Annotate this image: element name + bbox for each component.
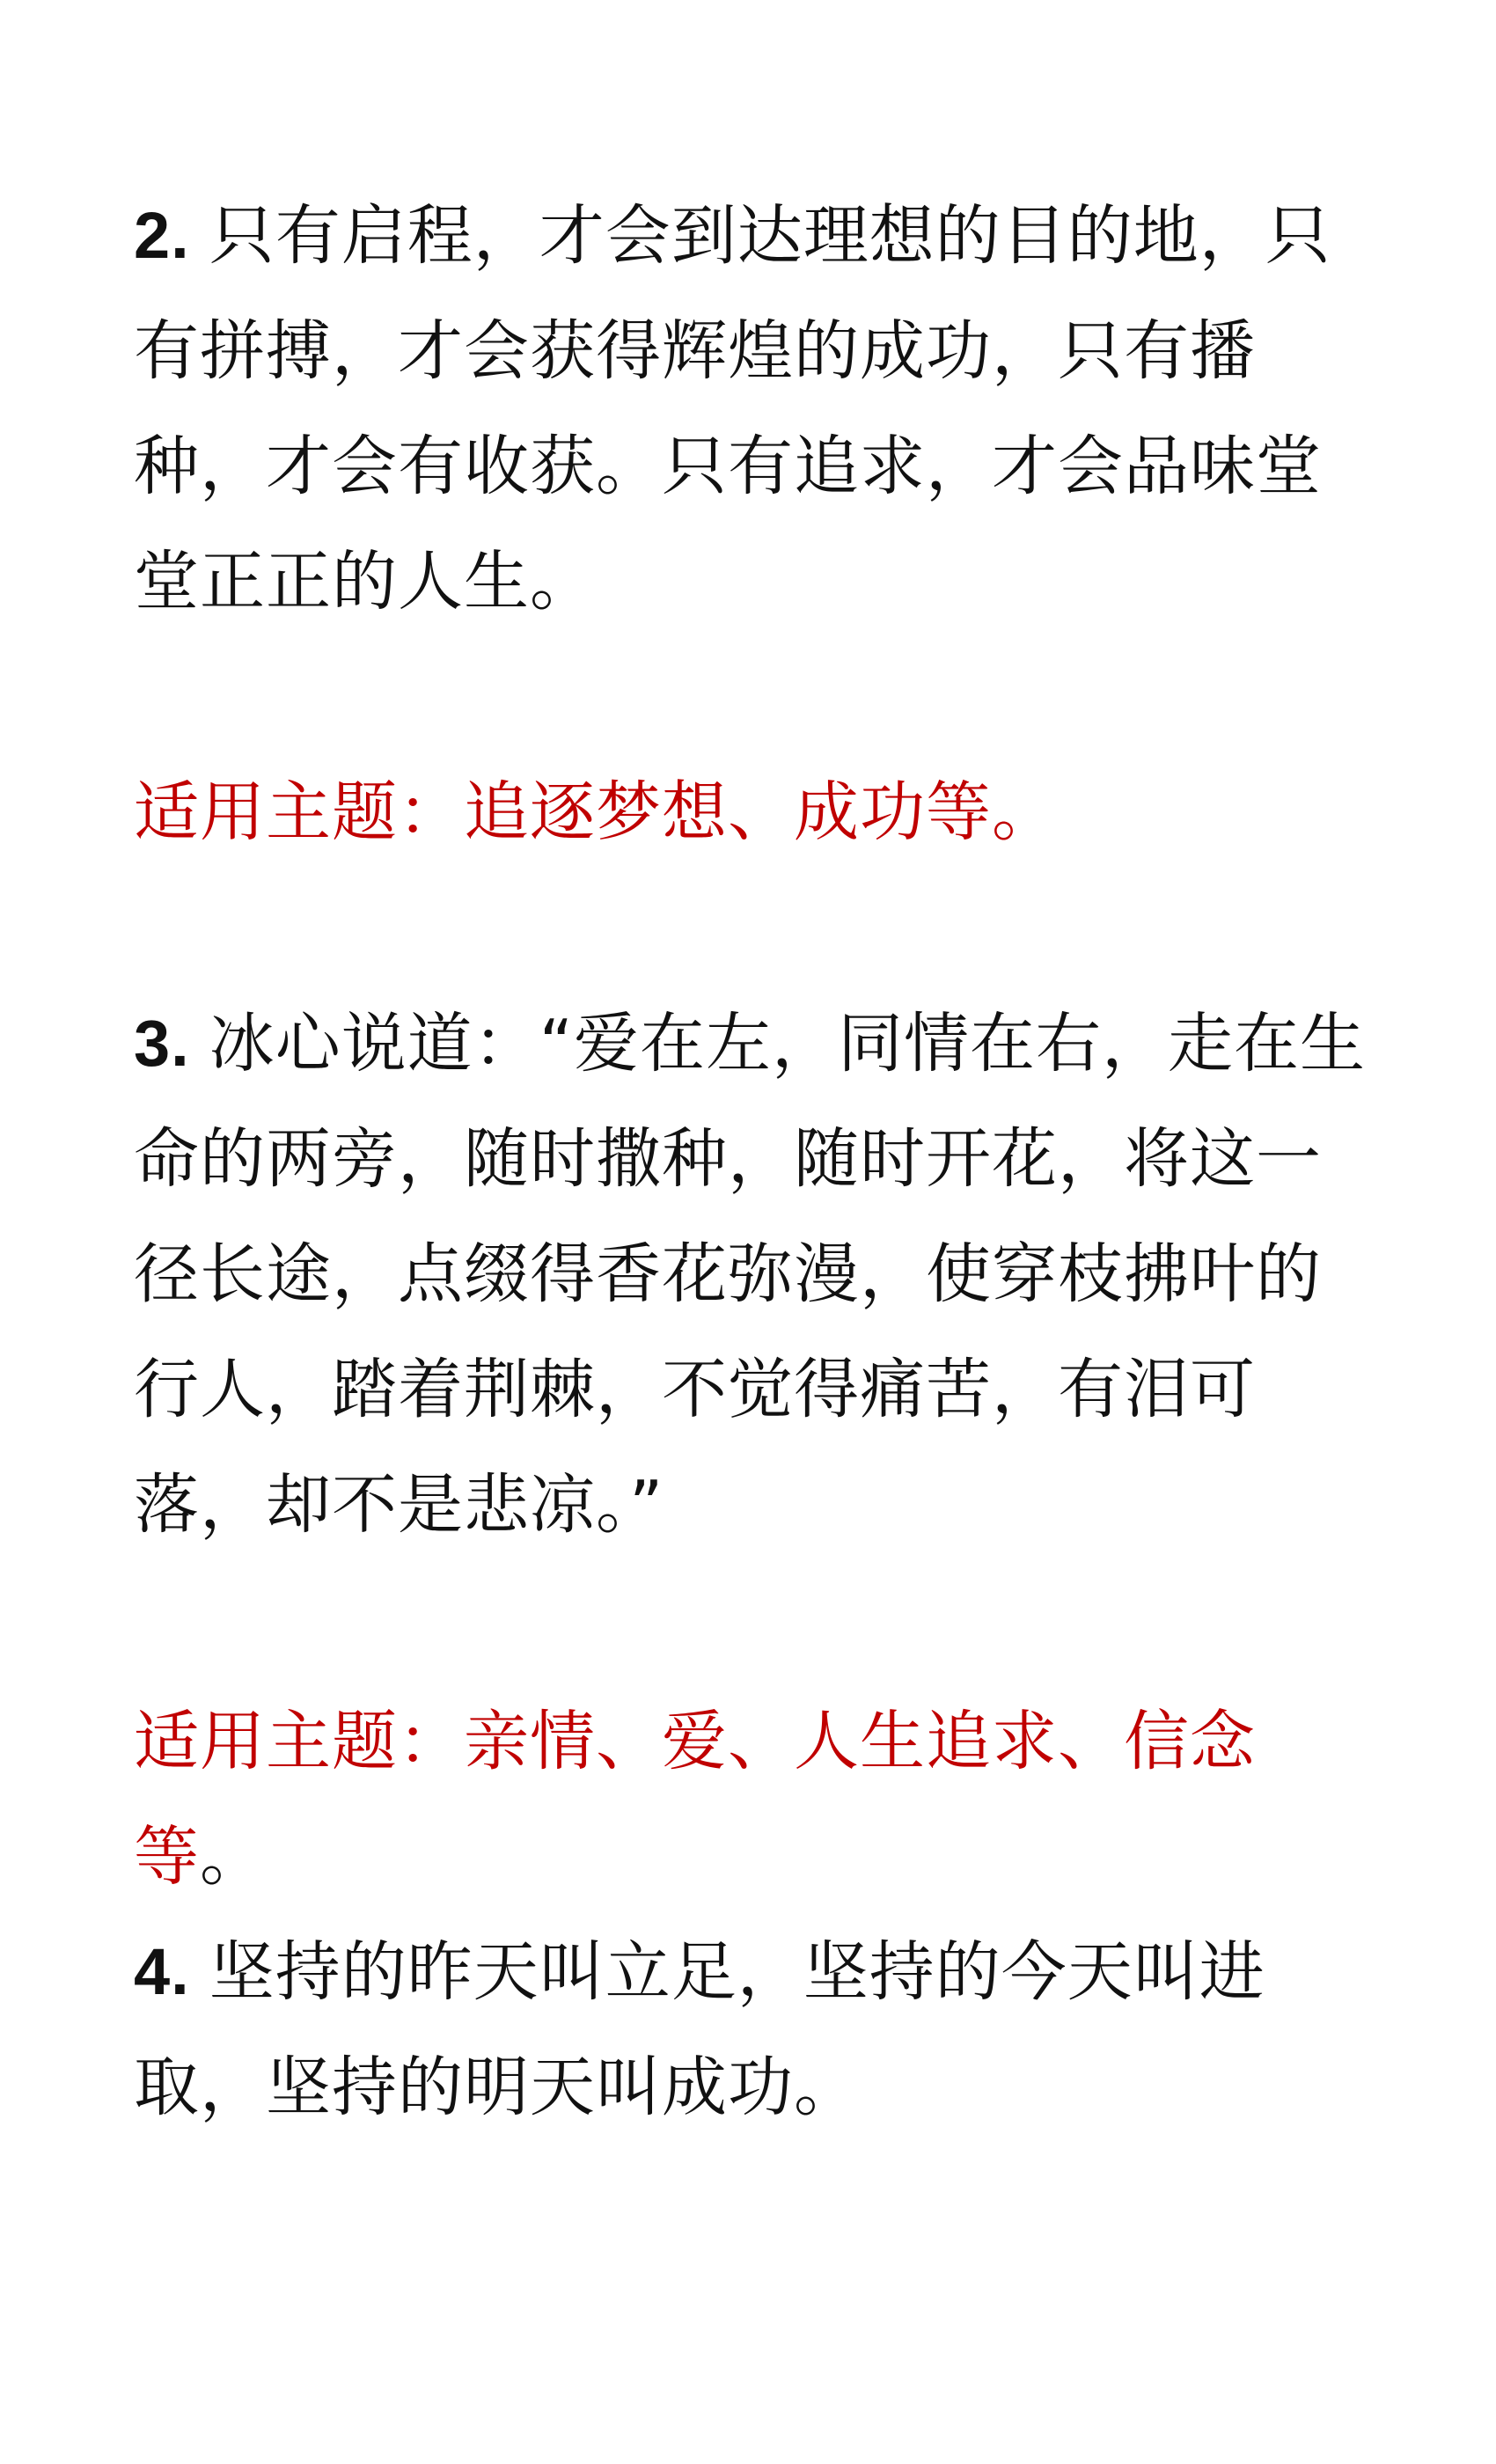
item-number: 3. [134,1007,190,1080]
item-number: 4. [134,1935,190,2008]
quote-text: 冰心说道：“爱在左，同情在右，走在生命的两旁，随时撒种，随时开花，将这一径长途，点缀得香花弥漫，使穿枝拂叶的行人，踏着荆棘，不觉得痛苦，有泪可落，却不是悲凉。” [134,1006,1367,1543]
quote-item-3 [134,986,1383,1563]
theme-text: 适用主题：追逐梦想、成功等。 [134,774,1058,850]
quote-item-4 [134,1914,1383,2145]
theme-line-3 [134,1684,1383,1915]
quote-text: 坚持的昨天叫立足，坚持的今天叫进取，坚持的明天叫成功。 [134,1934,1265,2125]
theme-tail: 。 [200,1819,266,1895]
theme-text: 适用主题：亲情、爱、人生追求、信念等 [134,1704,1256,1895]
theme-line-2 [134,755,1383,870]
item-number: 2. [134,199,190,272]
quote-text: 只有启程，才会到达理想的目的地，只有拼搏，才会获得辉煌的成功，只有播种，才会有收获。只有追求，才会品味堂堂正正的人生。 [134,198,1331,620]
quote-item-2 [134,178,1383,640]
